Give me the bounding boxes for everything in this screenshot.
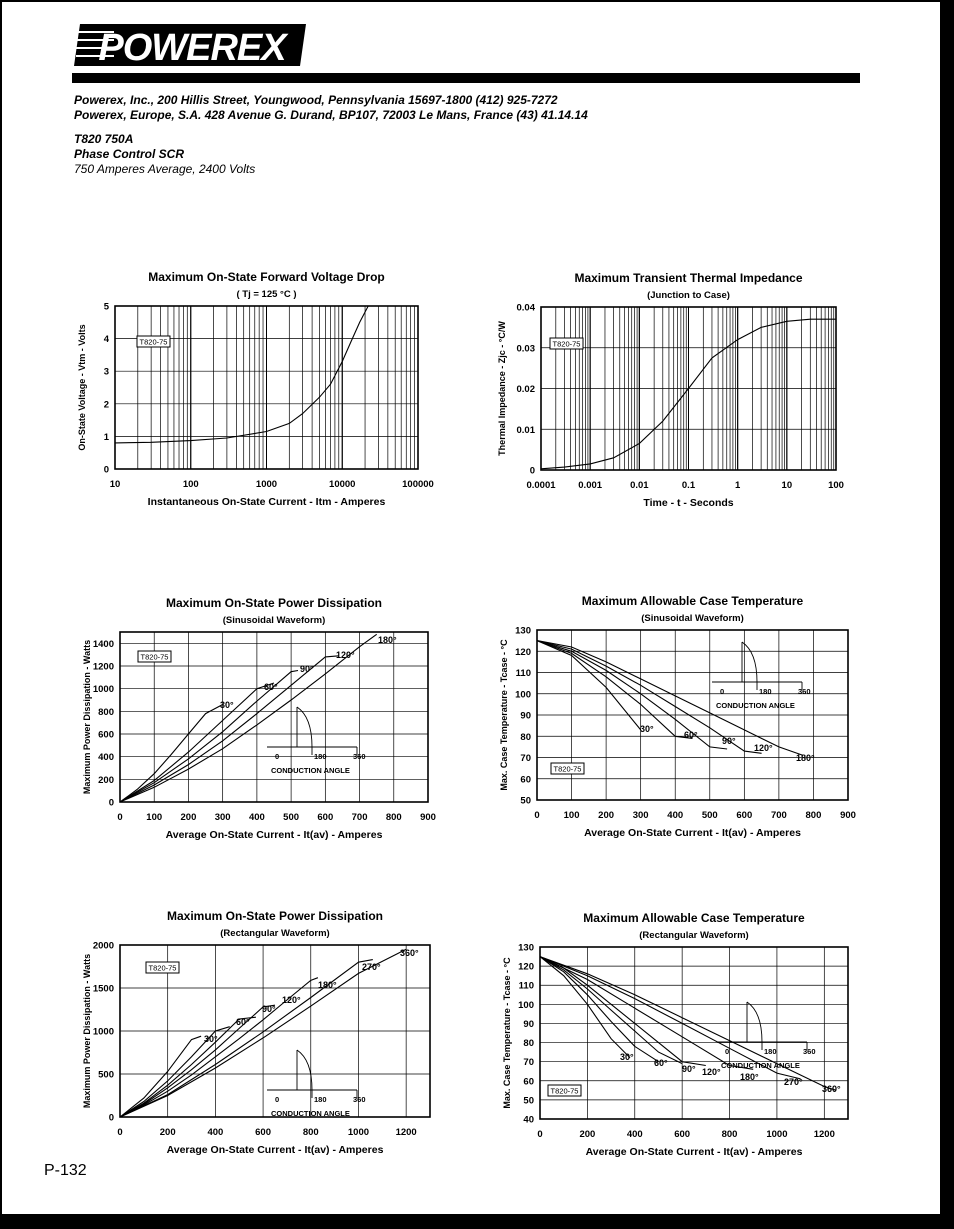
x-axis-label: Average On-State Current - It(av) - Amperes: [165, 829, 383, 841]
y-tick-label: 50: [520, 795, 531, 807]
series-label: 30°: [204, 1034, 218, 1044]
svg-text:180: 180: [314, 1095, 327, 1104]
y-axis-label: Max. Case Temperature - Tcase - °C: [502, 957, 512, 1109]
chart-title: Maximum On-State Power Dissipation: [166, 909, 384, 923]
x-tick-label: 600: [317, 812, 334, 823]
x-tick-label: 300: [632, 810, 649, 821]
y-tick-label: 0: [108, 797, 114, 809]
x-tick-label: 600: [736, 810, 753, 821]
x-tick-label: 10000: [329, 479, 356, 490]
x-tick-label: 300: [214, 812, 231, 823]
y-tick-label: 110: [515, 668, 531, 679]
series-line: [120, 705, 223, 803]
x-tick-label: 700: [351, 812, 368, 823]
chart-subtitle: ( Tj = 125 °C ): [236, 289, 297, 300]
chart-subtitle: (Junction to Case): [647, 290, 730, 301]
chart-zth: [497, 271, 844, 509]
x-tick-label: 200: [579, 1129, 596, 1140]
series-line: [540, 957, 659, 1062]
x-tick-label: 0: [117, 812, 123, 823]
x-tick-label: 0: [117, 1127, 123, 1138]
y-tick-label: 800: [98, 706, 114, 718]
chart-title: Maximum Allowable Case Temperature: [583, 911, 805, 925]
y-tick-label: 130: [518, 942, 534, 954]
x-axis-label: Instantaneous On-State Current - Itm - Amperes: [147, 496, 386, 508]
device-type: Phase Control SCR: [74, 147, 185, 161]
y-tick-label: 0: [108, 1112, 114, 1124]
series-label: 90°: [262, 1004, 276, 1014]
y-axis-label: Max. Case Temperature - Tcase - °C: [499, 639, 509, 791]
x-tick-label: 0.01: [630, 480, 649, 491]
series-label: 90°: [722, 736, 736, 746]
svg-text:360: 360: [798, 687, 811, 696]
y-tick-label: 400: [98, 752, 114, 764]
part-tag: [550, 338, 583, 349]
y-tick-label: 600: [98, 729, 114, 741]
x-tick-label: 100: [828, 480, 844, 491]
series-line: [537, 641, 693, 739]
y-tick-label: 90: [520, 710, 531, 722]
x-tick-label: 900: [840, 810, 856, 821]
series-label: 180°: [796, 753, 815, 763]
chart-subtitle: (Rectangular Waveform): [639, 930, 749, 941]
svg-text:0: 0: [725, 1047, 730, 1056]
series-label: 120°: [336, 650, 355, 660]
page-number: P-132: [44, 1162, 87, 1179]
x-tick-label: 800: [805, 810, 822, 821]
x-tick-label: 0.0001: [526, 480, 556, 491]
y-tick-label: 60: [520, 774, 531, 786]
y-tick-label: 40: [523, 1114, 534, 1126]
chart-title: Maximum Allowable Case Temperature: [581, 594, 804, 608]
y-tick-label: 1200: [92, 661, 114, 673]
x-tick-label: 800: [721, 1129, 738, 1140]
series-label: 30°: [220, 700, 234, 710]
address-eu: Powerex, Europe, S.A. 428 Avenue G. Durand, BP107, 72003 Le Mans, France (43) 41.14.14: [74, 108, 588, 122]
x-tick-label: 1000: [766, 1129, 788, 1140]
series-label: 180°: [740, 1072, 759, 1082]
series-label: 120°: [282, 995, 301, 1005]
series-label: 360°: [822, 1084, 841, 1094]
chart-title: Maximum On-State Power Dissipation: [165, 596, 383, 610]
y-tick-label: 500: [98, 1069, 114, 1081]
series-label: 60°: [264, 682, 278, 692]
x-tick-label: 1000: [347, 1127, 370, 1138]
y-tick-label: 5: [103, 301, 109, 313]
series-label: 30°: [640, 724, 654, 734]
y-tick-label: 90: [523, 1018, 534, 1030]
chart-pd_sine: [82, 596, 436, 841]
address-us: Powerex, Inc., 200 Hillis Street, Youngwood, Pennsylvania 15697-1800 (412) 925-7272: [74, 93, 558, 107]
series-line: [120, 656, 339, 802]
y-tick-label: 70: [523, 1057, 534, 1069]
svg-text:CONDUCTION ANGLE: CONDUCTION ANGLE: [271, 766, 350, 775]
svg-text:0: 0: [720, 687, 725, 696]
x-tick-label: 500: [283, 812, 300, 823]
x-tick-label: 10: [781, 480, 793, 491]
x-tick-label: 600: [674, 1129, 691, 1140]
y-tick-label: 1000: [92, 684, 114, 696]
y-tick-label: 200: [98, 774, 114, 786]
svg-text:T820-75: T820-75: [553, 764, 582, 774]
series-label: 120°: [754, 743, 773, 753]
y-tick-label: 120: [518, 961, 534, 973]
chart-subtitle: (Rectangular Waveform): [220, 928, 330, 939]
x-tick-label: 0: [537, 1129, 543, 1140]
y-tick-label: 1000: [92, 1026, 114, 1038]
x-tick-label: 100: [563, 810, 580, 821]
x-tick-label: 700: [770, 810, 787, 821]
x-tick-label: 600: [255, 1127, 272, 1138]
y-tick-label: 100: [515, 689, 531, 701]
svg-text:180: 180: [314, 752, 327, 761]
svg-text:CONDUCTION ANGLE: CONDUCTION ANGLE: [716, 701, 795, 710]
series-label: 180°: [378, 635, 397, 645]
x-tick-label: 1200: [813, 1129, 835, 1140]
y-tick-label: 80: [520, 731, 531, 743]
y-tick-label: 0: [529, 465, 535, 477]
y-tick-label: 4: [103, 334, 109, 346]
x-tick-label: 1000: [255, 479, 278, 490]
conduction-angle-inset: [267, 707, 357, 755]
svg-text:180: 180: [759, 687, 772, 696]
x-axis-label: Average On-State Current - It(av) - Amperes: [585, 1146, 803, 1158]
x-tick-label: 100: [182, 479, 199, 490]
y-axis-label: Thermal Impedance - Zjc - °C/W: [497, 321, 507, 456]
y-tick-label: 0.03: [516, 343, 535, 355]
part-tag: [138, 651, 171, 662]
y-tick-label: 100: [518, 999, 534, 1011]
rating: 750 Amperes Average, 2400 Volts: [74, 162, 256, 176]
series-label: 30°: [620, 1052, 634, 1062]
series-label: 360°: [400, 948, 419, 958]
svg-text:360: 360: [803, 1047, 816, 1056]
chart-fwd: [77, 270, 434, 508]
series-label: 90°: [300, 664, 314, 674]
svg-text:T820-75: T820-75: [140, 652, 169, 662]
series-label: 270°: [784, 1077, 803, 1087]
x-tick-label: 10: [109, 479, 121, 490]
x-tick-label: 400: [626, 1129, 643, 1140]
y-tick-label: 70: [520, 753, 531, 764]
y-tick-label: 2000: [92, 940, 114, 952]
x-tick-label: 100000: [402, 479, 434, 490]
svg-text:T820-75: T820-75: [550, 1086, 579, 1096]
x-tick-label: 500: [701, 810, 718, 821]
part-tag: [551, 763, 584, 774]
series-label: 90°: [682, 1064, 696, 1074]
x-tick-label: 200: [159, 1127, 176, 1138]
series-label: 270°: [362, 962, 381, 972]
y-tick-label: 0.02: [516, 384, 535, 395]
series-line: [537, 641, 727, 749]
x-tick-label: 200: [180, 812, 197, 823]
series-label: 180°: [318, 980, 337, 990]
grid-lines: [115, 306, 418, 469]
series-label: 60°: [236, 1017, 250, 1027]
chart-subtitle: (Sinusoidal Waveform): [222, 615, 326, 626]
series-label: 60°: [654, 1058, 668, 1068]
chart-tc_rect: [502, 911, 848, 1158]
svg-text:T820-75: T820-75: [148, 963, 177, 973]
y-axis-label: On-State Voltage - Vtm - Volts: [77, 324, 87, 451]
y-tick-label: 60: [523, 1076, 534, 1088]
y-tick-label: 0.04: [516, 302, 535, 314]
y-tick-label: 0: [103, 464, 109, 476]
svg-text:360: 360: [353, 1095, 366, 1104]
conduction-angle-inset: [712, 642, 802, 690]
charts-canvas: [2, 2, 940, 1214]
x-tick-label: 400: [207, 1127, 224, 1138]
y-tick-label: 2: [103, 399, 109, 411]
chart-subtitle: (Sinusoidal Waveform): [641, 613, 744, 624]
y-tick-label: 0.01: [516, 424, 535, 436]
x-tick-label: 100: [146, 812, 163, 823]
x-tick-label: 1: [735, 480, 741, 491]
svg-text:360: 360: [353, 752, 366, 761]
x-axis-label: Time - t - Seconds: [643, 497, 734, 509]
x-tick-label: 800: [302, 1127, 319, 1138]
part-tag: [137, 336, 170, 347]
x-axis-label: Average On-State Current - It(av) - Amperes: [166, 1144, 384, 1156]
y-tick-label: 1: [103, 431, 109, 443]
svg-text:0: 0: [275, 1095, 280, 1104]
chart-tc_sine: [499, 594, 856, 839]
series-line: [120, 1005, 275, 1117]
y-tick-label: 1500: [92, 983, 114, 995]
x-tick-label: 900: [420, 812, 436, 823]
series-label: 60°: [684, 730, 698, 740]
x-tick-label: 800: [385, 812, 402, 823]
x-tick-label: 200: [598, 810, 615, 821]
y-tick-label: 110: [518, 980, 534, 992]
chart-pd_rect: [82, 909, 430, 1156]
y-axis-label: Maximum Power Dissipation - Watts: [82, 639, 92, 795]
svg-text:T820-75: T820-75: [139, 337, 168, 347]
svg-text:CONDUCTION ANGLE: CONDUCTION ANGLE: [721, 1061, 800, 1070]
x-tick-label: 400: [248, 812, 265, 823]
svg-text:CONDUCTION ANGLE: CONDUCTION ANGLE: [271, 1109, 350, 1118]
y-tick-label: 50: [523, 1095, 534, 1107]
y-tick-label: 1400: [92, 638, 114, 650]
part-number: T820 750A: [74, 132, 134, 146]
svg-text:T820-75: T820-75: [552, 339, 581, 349]
x-tick-label: 0.001: [578, 480, 603, 491]
part-tag: [548, 1085, 581, 1096]
x-tick-label: 0: [534, 810, 540, 821]
datasheet-page: [2, 2, 940, 1214]
svg-text:0: 0: [275, 752, 280, 761]
y-tick-label: 3: [103, 366, 109, 378]
svg-text:180: 180: [764, 1047, 777, 1056]
y-tick-label: 120: [515, 646, 531, 658]
y-tick-label: 130: [515, 625, 531, 637]
chart-title: Maximum On-State Forward Voltage Drop: [148, 270, 385, 284]
x-tick-label: 400: [667, 810, 684, 821]
series-label: 120°: [702, 1067, 721, 1077]
y-axis-label: Maximum Power Dissipation - Watts: [82, 953, 92, 1109]
part-tag: [146, 962, 179, 973]
series-line: [540, 957, 682, 1064]
x-tick-label: 0.1: [681, 480, 696, 491]
x-axis-label: Average On-State Current - It(av) - Amperes: [584, 827, 801, 839]
series-line: [537, 641, 803, 756]
chart-title: Maximum Transient Thermal Impedance: [574, 271, 803, 285]
svg-text:POWEREX: POWEREX: [98, 27, 286, 69]
x-tick-label: 1200: [395, 1127, 417, 1138]
y-tick-label: 80: [523, 1038, 534, 1050]
